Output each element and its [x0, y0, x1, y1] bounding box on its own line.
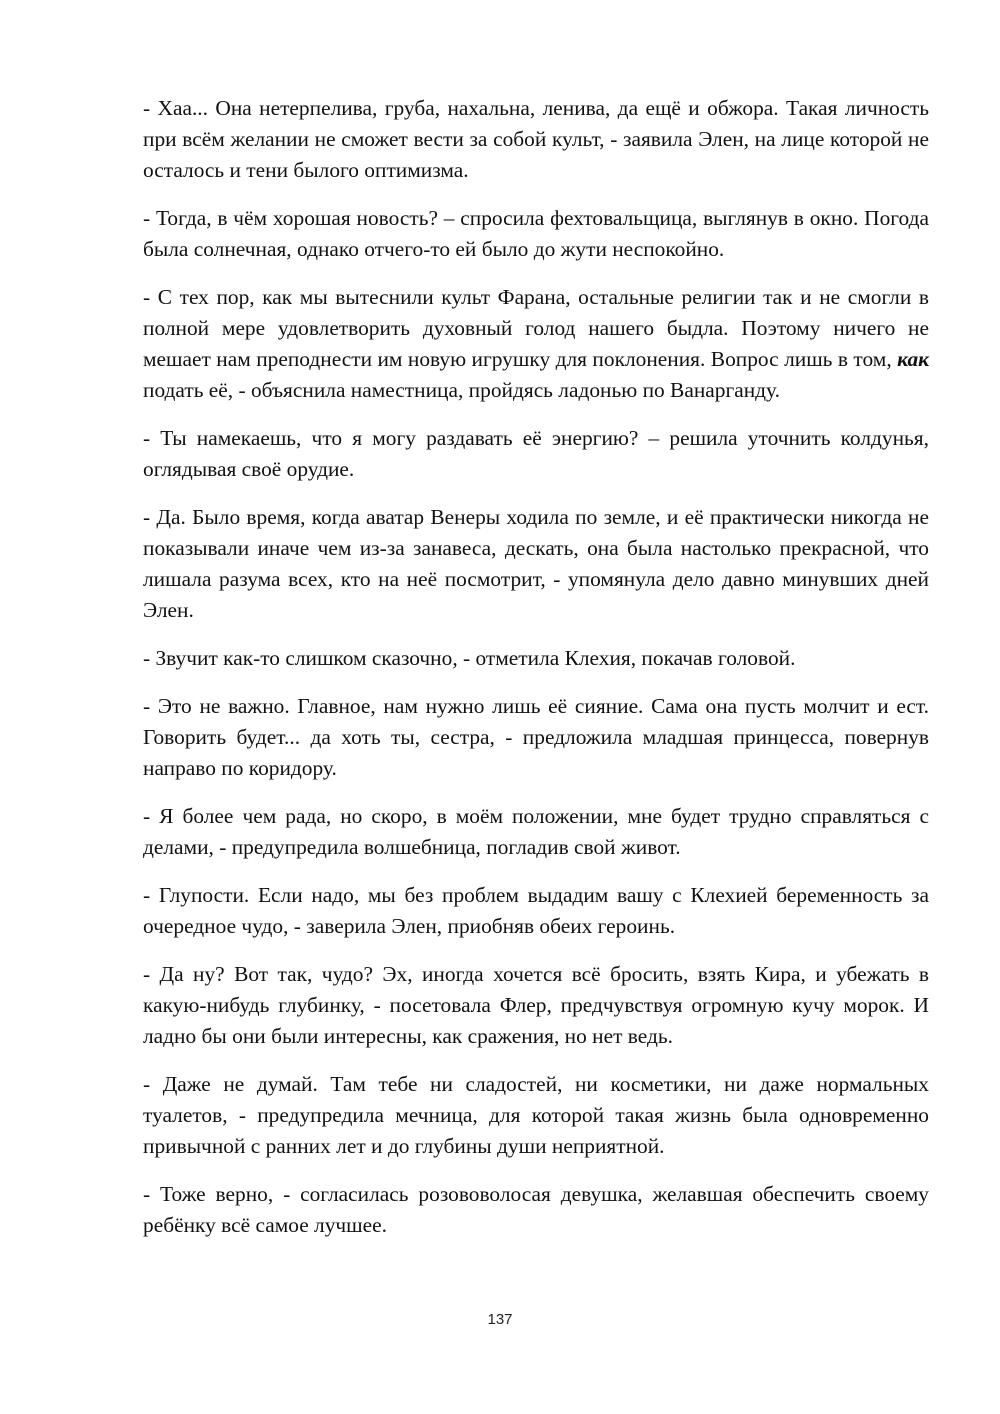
paragraph-6: - Звучит как-то слишком сказочно, - отметила Клехия, покачав головой. [143, 646, 796, 670]
body-text [143, 93, 929, 1258]
paragraph-5: - Да. Было время, когда аватар Венеры ходила по земле, и её практически никогда не показывали иначе чем из-за занавеса, дескать, она была настолько прекрасной, что лишала разума всех, кто на неё посмотрит, - упомянула дело давно минувших дней Элен. [143, 505, 929, 622]
paragraph-9: - Глупости. Если надо, мы без проблем выдадим вашу с Клехией беременность за очередное чудо, - заверила Элен, приобняв обеих героинь. [143, 883, 929, 938]
paragraph-1: - Хаа... Она нетерпелива, груба, нахальна, ленива, да ещё и обжора. Такая личность при всём желании не сможет вести за собой культ, - заявила Элен, на лице которой не осталось и тени былого оптимизма. [143, 96, 929, 182]
paragraph-3-part-after: подать её, - объяснила наместница, пройдясь ладонью по Ванарганду. [143, 378, 780, 402]
paragraph-3 [143, 282, 929, 406]
paragraph-11: - Даже не думай. Там тебе ни сладостей, ни косметики, ни даже нормальных туалетов, - предупредила мечница, для которой такая жизнь была одновременно привычной с ранних лет и до глубины души неприятной. [143, 1072, 929, 1158]
paragraph-10: - Да ну? Вот так, чудо? Эх, иногда хочется всё бросить, взять Кира, и убежать в какую-нибудь глубинку, - посетовала Флер, предчувствуя огромную кучу морок. И ладно бы они были интересны, как сражения, но нет ведь. [143, 962, 929, 1048]
paragraph-2: - Тогда, в чём хорошая новость? – спросила фехтовальщица, выглянув в окно. Погода была солнечная, однако отчего-то ей было до жути неспокойно. [143, 206, 929, 261]
paragraph-4: - Ты намекаешь, что я могу раздавать её энергию? – решила уточнить колдунья, оглядывая своё орудие. [143, 426, 929, 481]
paragraph-12: - Тоже верно, - согласилась розововолосая девушка, желавшая обеспечить своему ребёнку всё самое лучшее. [143, 1182, 929, 1237]
paragraph-8: - Я более чем рада, но скоро, в моём положении, мне будет трудно справляться с делами, - предупредила волшебница, погладив свой живот. [143, 804, 929, 859]
page-number: 137 [487, 1311, 513, 1328]
paragraph-3-emphasis: как [897, 347, 929, 371]
paragraph-7: - Это не важно. Главное, нам нужно лишь её сияние. Сама она пусть молчит и ест. Говорить будет... да хоть ты, сестра, - предложила младшая принцесса, повернув направо по коридору. [143, 694, 929, 780]
paragraph-3-part-before: - С тех пор, как мы вытеснили культ Фарана, остальные религии так и не смогли в полной мере удовлетворить духовный голод нашего быдла. Поэтому ничего не мешает нам преподнести им новую игрушку для поклонения. Вопрос лишь в том, [143, 285, 929, 371]
